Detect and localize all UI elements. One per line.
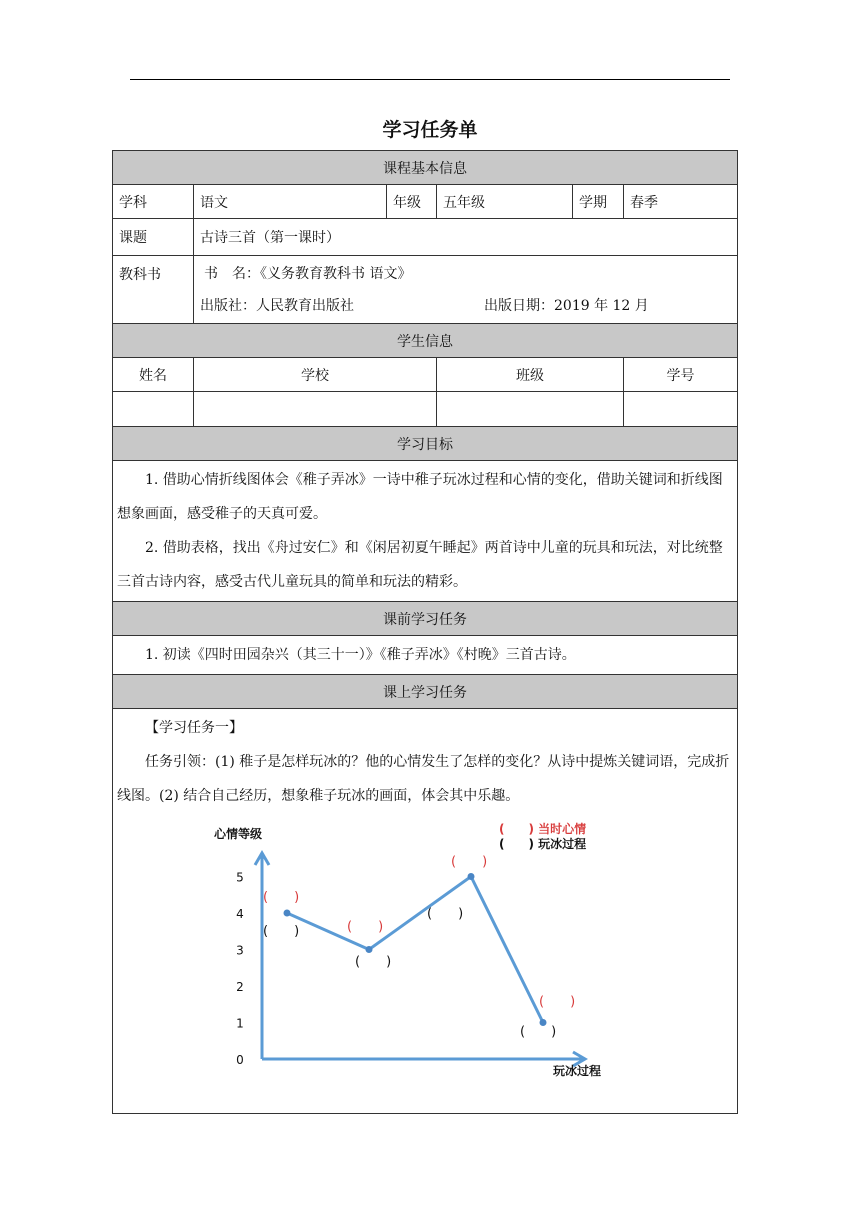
- process-blank-label: ( ): [427, 906, 464, 922]
- class-column-header: 班级: [437, 358, 624, 392]
- header-rule: [130, 79, 730, 80]
- in-class-header: 课上学习任务: [113, 675, 738, 709]
- y-tick-label: 2: [236, 980, 244, 994]
- y-tick-label: 1: [236, 1016, 244, 1031]
- book-name: 书 名：《义务教育教科书 语文》: [204, 265, 412, 282]
- publisher-row: [200, 290, 731, 322]
- mood-blank-label: ( ): [539, 994, 576, 1010]
- term-label: 学期: [573, 185, 624, 219]
- task-one-text: 任务引领：(1) 稚子是怎样玩冰的？他的心情发生了怎样的变化？从诗中提炼关键词语，完成折线图。(2) 结合自己经历，想象稚子玩冰的画面，体会其中乐趣。: [117, 754, 730, 804]
- y-tick-label: 5: [236, 870, 244, 885]
- y-axis-label: 心情等级: [214, 827, 263, 841]
- name-input-cell[interactable]: [113, 392, 194, 427]
- mood-blank-label: ( ): [263, 890, 300, 905]
- publish-date: 出版日期：2019 年 12 月: [484, 297, 649, 314]
- subject-value: 语文: [194, 185, 387, 219]
- id-input-cell[interactable]: [624, 392, 738, 427]
- legend-entry: ( ) 玩冰过程: [499, 837, 587, 851]
- y-tick-label: 0: [236, 1053, 244, 1067]
- objective-item: 1. 借助心情折线图体会《稚子弄冰》一诗中稚子玩冰过程和心情的变化，借助关键词和折线图想象画面，感受稚子的天真可爱。: [117, 472, 723, 522]
- objective-item: 2. 借助表格，找出《舟过安仁》和《闲居初夏午睡起》两首诗中儿童的玩具和玩法，对比统整三首古诗内容，感受古代儿童玩具的简单和玩法的精彩。: [117, 540, 723, 590]
- data-point: [366, 946, 373, 953]
- y-tick-label: 4: [236, 907, 244, 921]
- school-input-cell[interactable]: [194, 392, 437, 427]
- y-tick-label: 3: [236, 943, 244, 958]
- mood-line-chart: [113, 813, 736, 1103]
- task-one-title: 【学习任务一】: [145, 720, 243, 736]
- publisher: 出版社：人民教育出版社: [200, 297, 354, 314]
- id-column-header: 学号: [624, 358, 738, 392]
- mood-blank-label: ( ): [451, 854, 488, 870]
- task-sheet-table: [112, 150, 738, 1114]
- x-axis-label: 玩冰过程: [553, 1064, 602, 1078]
- task-one: [113, 709, 737, 813]
- data-point: [284, 910, 291, 917]
- pre-class-item: 1. 初读《四时田园杂兴（其三十一）》《稚子弄冰》《村晚》三首古诗。: [113, 636, 738, 675]
- grade-label: 年级: [387, 185, 437, 219]
- textbook-info: [194, 256, 738, 324]
- name-column-header: 姓名: [113, 358, 194, 392]
- process-blank-label: ( ): [520, 1024, 557, 1040]
- process-blank-label: ( ): [355, 954, 392, 970]
- school-column-header: 学校: [194, 358, 437, 392]
- objectives-header: 学习目标: [113, 427, 738, 461]
- topic-value: 古诗三首（第一课时）: [194, 219, 738, 256]
- process-blank-label: ( ): [263, 924, 300, 939]
- grade-value: 五年级: [437, 185, 573, 219]
- topic-label: 课题: [113, 219, 194, 256]
- pre-class-header: 课前学习任务: [113, 602, 738, 636]
- in-class-content: [113, 709, 738, 1114]
- objectives-list: [113, 461, 738, 602]
- data-point: [468, 873, 475, 880]
- course-info-header: 课程基本信息: [113, 151, 738, 185]
- mood-series-line: [287, 877, 543, 1023]
- student-info-header: 学生信息: [113, 324, 738, 358]
- legend-entry: ( ) 当时心情: [499, 822, 587, 836]
- subject-label: 学科: [113, 185, 194, 219]
- textbook-label: 教科书: [113, 256, 194, 324]
- page-title: 学习任务单: [382, 119, 478, 141]
- mood-blank-label: ( ): [347, 919, 384, 935]
- term-value: 春季: [624, 185, 738, 219]
- class-input-cell[interactable]: [437, 392, 624, 427]
